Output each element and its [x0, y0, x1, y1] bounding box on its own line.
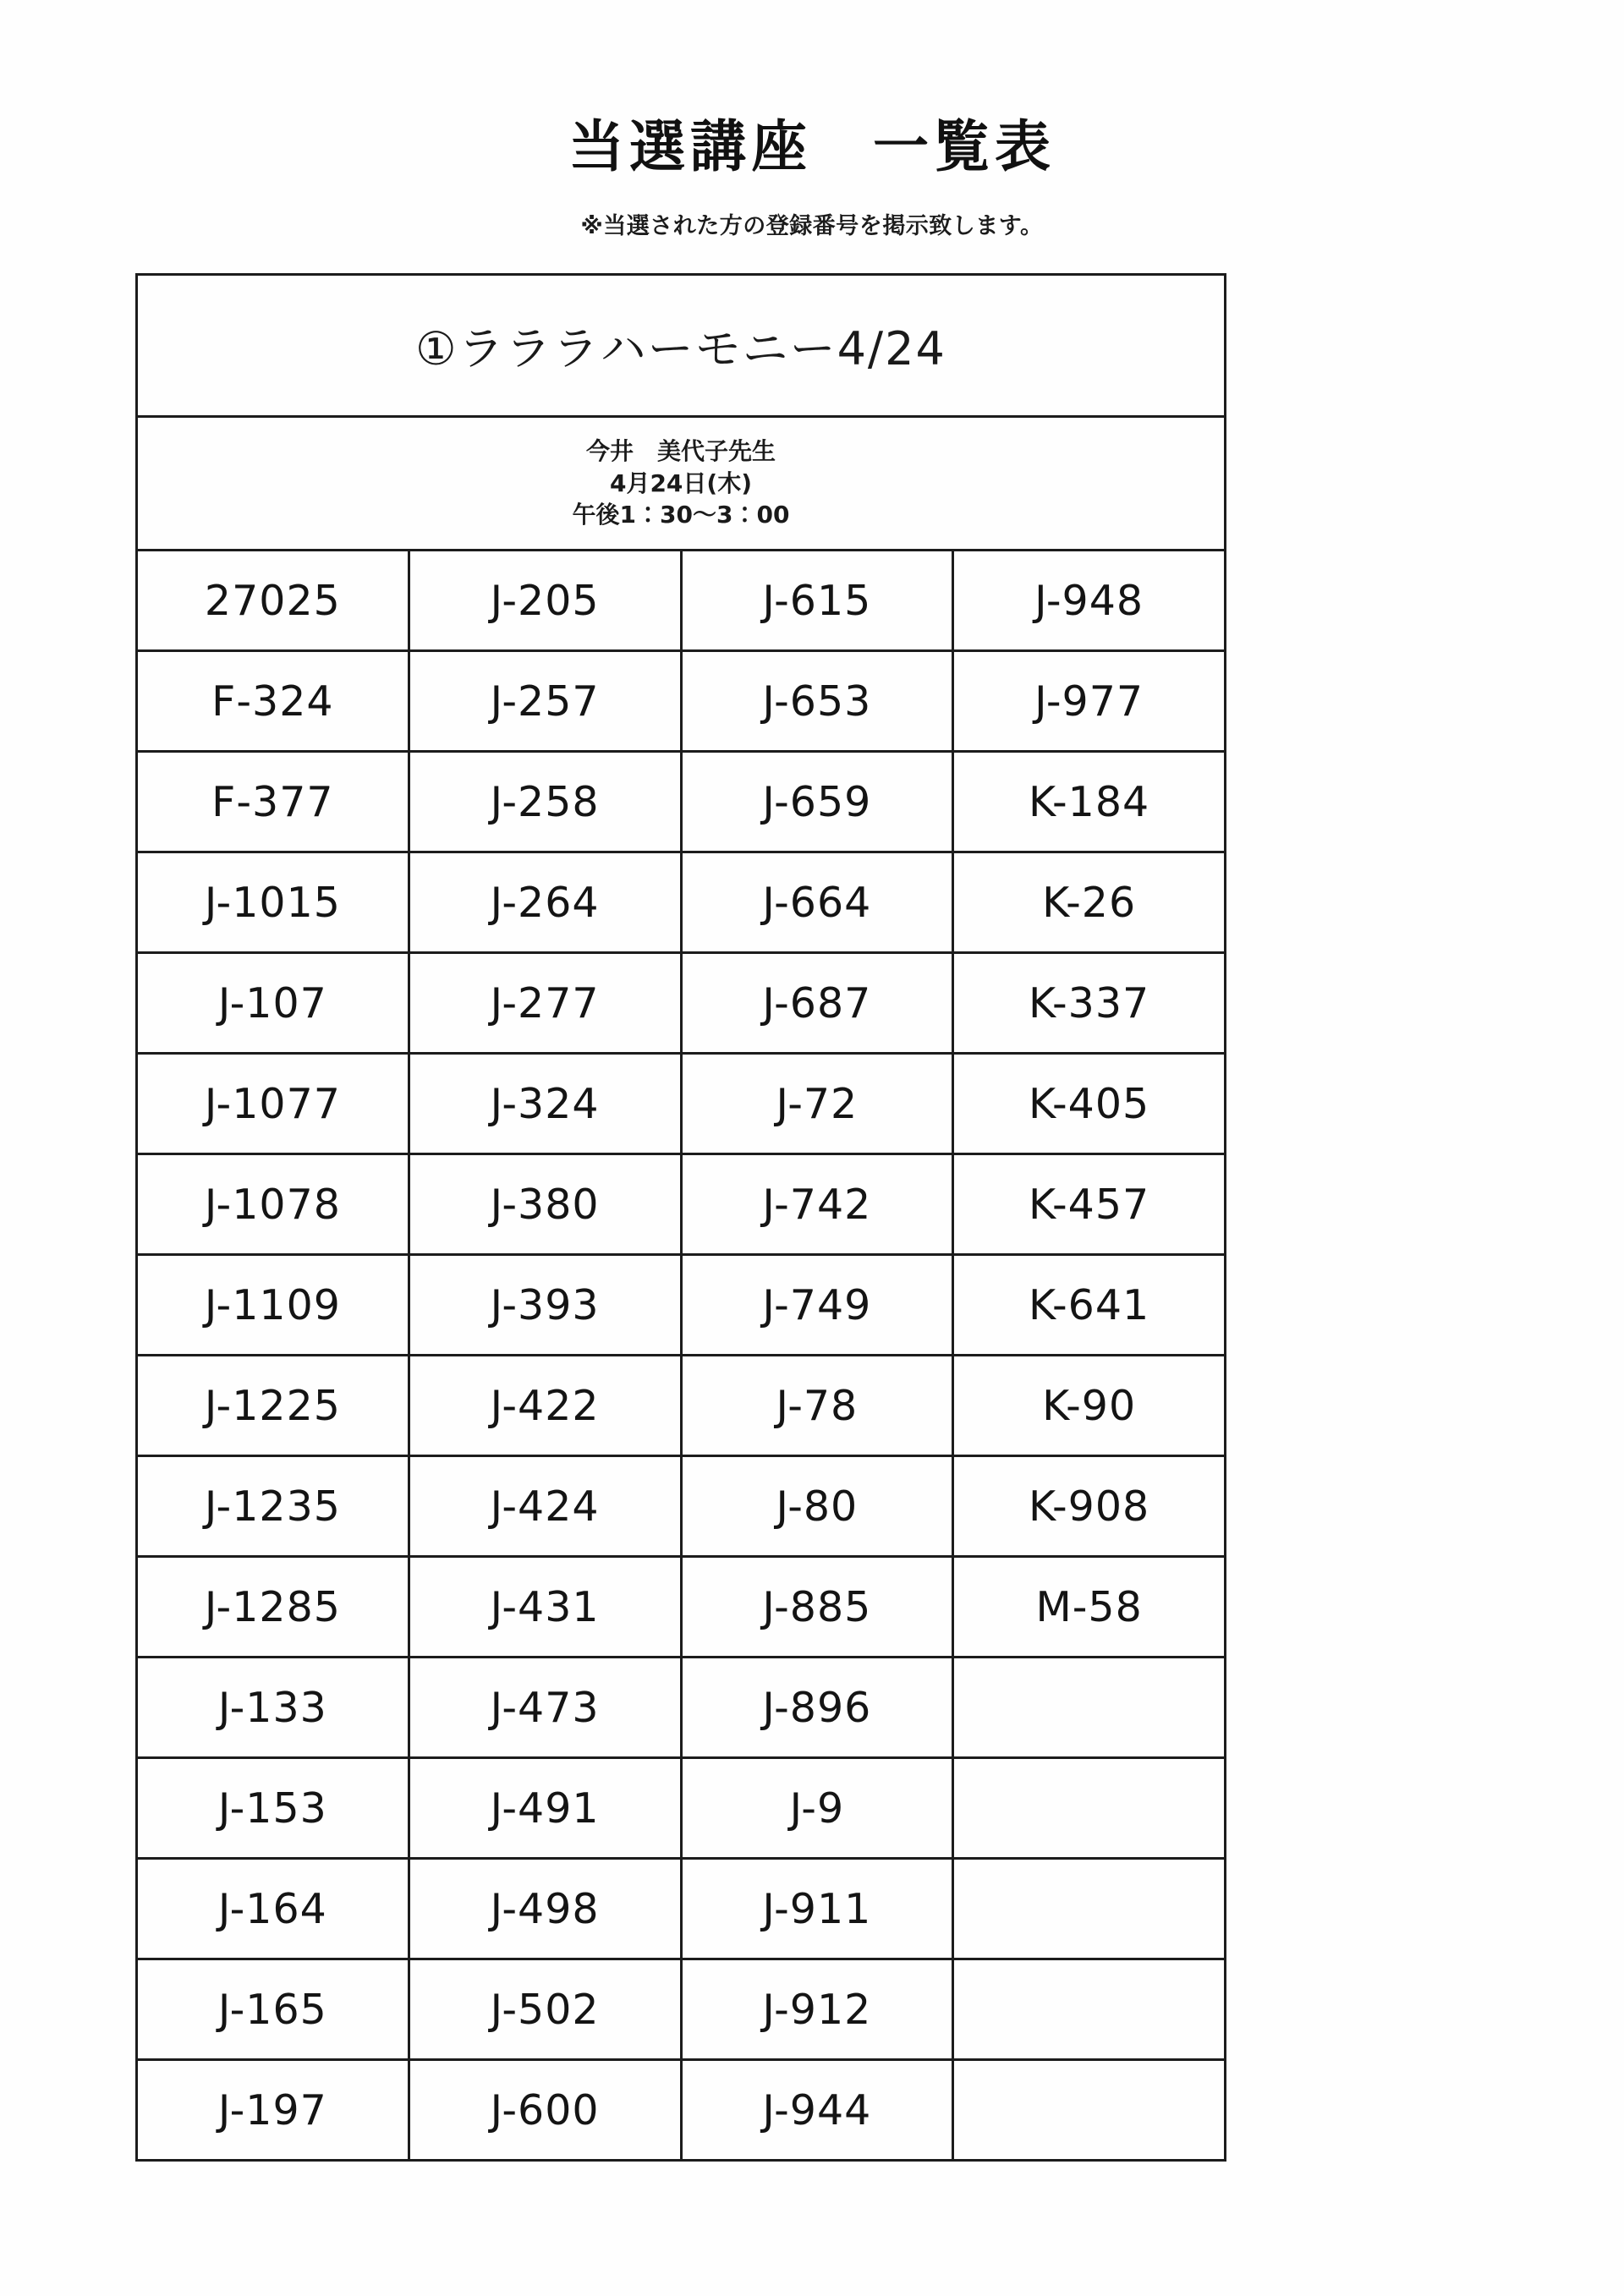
table-row	[137, 1557, 1226, 1658]
registration-code: J-1109	[137, 1255, 409, 1356]
registration-code: K-90	[953, 1356, 1226, 1456]
registration-code: J-1015	[137, 852, 409, 953]
registration-code: J-1225	[137, 1356, 409, 1456]
registration-code: J-422	[409, 1356, 681, 1456]
registration-code: J-659	[681, 752, 953, 852]
registration-code: J-393	[409, 1255, 681, 1356]
registration-code: J-502	[409, 1959, 681, 2060]
registration-code: J-257	[409, 651, 681, 752]
empty-cell	[953, 1859, 1226, 1959]
empty-cell	[953, 2060, 1226, 2161]
registration-code: J-615	[681, 551, 953, 651]
registration-code: J-165	[137, 1959, 409, 2060]
table-row	[137, 1356, 1226, 1456]
course-instructor: 今井 美代子先生	[585, 436, 776, 465]
table-row	[137, 551, 1226, 651]
page-note: ※当選された方の登録番号を掲示致します。	[580, 213, 1044, 239]
registration-code: J-80	[681, 1456, 953, 1557]
registration-code: K-337	[953, 953, 1226, 1054]
registration-code: J-431	[409, 1557, 681, 1658]
table-row	[137, 953, 1226, 1054]
course-date: 4月24日(木)	[609, 469, 753, 497]
table-row	[137, 1054, 1226, 1154]
registration-code: J-749	[681, 1255, 953, 1356]
registration-code: J-264	[409, 852, 681, 953]
registration-code: J-277	[409, 953, 681, 1054]
course-title-row	[137, 275, 1226, 417]
page-title: 当選講座 一覧表	[568, 114, 1056, 179]
registration-code: J-687	[681, 953, 953, 1054]
table-row	[137, 1959, 1226, 2060]
table-row	[137, 2060, 1226, 2161]
registration-code: J-653	[681, 651, 953, 752]
registration-code: J-948	[953, 551, 1226, 651]
table-row	[137, 651, 1226, 752]
registration-code: J-1077	[137, 1054, 409, 1154]
registration-code: J-380	[409, 1154, 681, 1255]
registration-code: J-944	[681, 2060, 953, 2161]
registration-code: K-457	[953, 1154, 1226, 1255]
registration-code: J-885	[681, 1557, 953, 1658]
registration-code: F-324	[137, 651, 409, 752]
table-row	[137, 1456, 1226, 1557]
registration-code: J-133	[137, 1658, 409, 1758]
table-row	[137, 752, 1226, 852]
registration-code: J-9	[681, 1758, 953, 1859]
registration-code: J-977	[953, 651, 1226, 752]
registration-code: J-473	[409, 1658, 681, 1758]
registration-code: J-258	[409, 752, 681, 852]
registration-code: J-498	[409, 1859, 681, 1959]
course-title-cell: ①ラララハーモニー4/24	[137, 275, 1226, 417]
table-row	[137, 852, 1226, 953]
registration-code: F-377	[137, 752, 409, 852]
registration-code: 27025	[137, 551, 409, 651]
registration-code: M-58	[953, 1557, 1226, 1658]
table-row	[137, 1658, 1226, 1758]
registration-code: J-424	[409, 1456, 681, 1557]
registration-code: J-164	[137, 1859, 409, 1959]
registration-code: J-742	[681, 1154, 953, 1255]
registration-code: J-324	[409, 1054, 681, 1154]
registration-code: J-1078	[137, 1154, 409, 1255]
empty-cell	[953, 1959, 1226, 2060]
registration-code: K-641	[953, 1255, 1226, 1356]
table-row	[137, 1154, 1226, 1255]
registration-code: J-896	[681, 1658, 953, 1758]
course-info-row	[137, 417, 1226, 551]
course-info-cell	[137, 417, 1226, 551]
registration-code: J-912	[681, 1959, 953, 2060]
registration-code: J-197	[137, 2060, 409, 2161]
registration-code: K-405	[953, 1054, 1226, 1154]
registration-code: J-205	[409, 551, 681, 651]
registration-code: J-78	[681, 1356, 953, 1456]
registration-code: J-1285	[137, 1557, 409, 1658]
table-row	[137, 1758, 1226, 1859]
registration-code: J-153	[137, 1758, 409, 1859]
registration-code: K-908	[953, 1456, 1226, 1557]
registration-code: J-72	[681, 1054, 953, 1154]
table-row	[137, 1859, 1226, 1959]
course-time: 午後1：30～3：00	[572, 501, 790, 529]
registration-code: J-600	[409, 2060, 681, 2161]
registration-code: K-184	[953, 752, 1226, 852]
winners-table-body	[137, 275, 1226, 2161]
registration-code: K-26	[953, 852, 1226, 953]
registration-code: J-491	[409, 1758, 681, 1859]
winners-table-container	[135, 273, 1226, 2162]
registration-code: J-911	[681, 1859, 953, 1959]
empty-cell	[953, 1658, 1226, 1758]
registration-code: J-1235	[137, 1456, 409, 1557]
registration-code: J-664	[681, 852, 953, 953]
winners-table	[135, 273, 1226, 2162]
table-row	[137, 1255, 1226, 1356]
empty-cell	[953, 1758, 1226, 1859]
registration-code: J-107	[137, 953, 409, 1054]
